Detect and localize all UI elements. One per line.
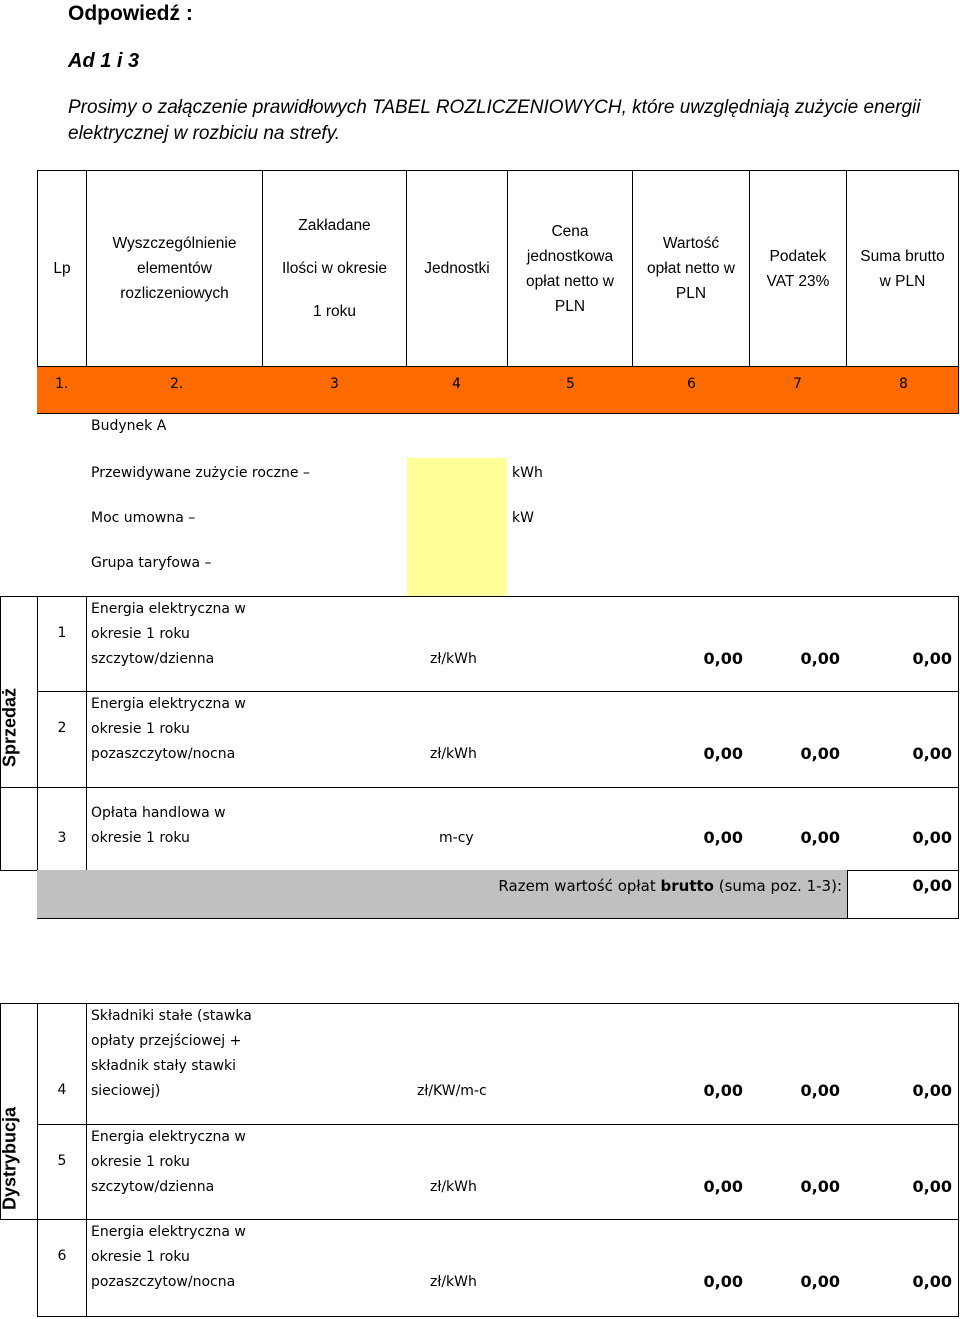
column-number: 4 (452, 376, 461, 392)
row-vat: 0,00 (800, 649, 840, 668)
header-net-value: Wartość opłat netto w PLN (647, 235, 735, 302)
row-gross: 0,00 (912, 828, 952, 847)
row-unit: zł/kWh (430, 1179, 477, 1195)
total-label: Razem wartość opłat brutto (suma poz. 1-3): (498, 877, 842, 895)
row-description: Składniki stałe (stawka opłaty przejściowej + składnik stały stawki sieciowej) (91, 1008, 252, 1099)
row-vat: 0,00 (800, 744, 840, 763)
building-name: Budynek A (91, 418, 167, 434)
row-lp: 2 (57, 720, 67, 736)
row-description: Energia elektryczna w okresie 1 roku pozaszczytow/nocna (91, 1224, 246, 1290)
consumption-label: Przewidywane zużycie roczne – (91, 465, 310, 481)
row-lp: 6 (57, 1248, 67, 1264)
row-unit: m-cy (439, 830, 474, 846)
row-vat: 0,00 (800, 1081, 840, 1100)
row-unit: zł/kWh (430, 746, 477, 762)
row-net-value: 0,00 (703, 1081, 743, 1100)
column-number: 8 (899, 376, 908, 392)
row-lp: 5 (57, 1153, 67, 1169)
row-description: Opłata handlowa w okresie 1 roku (91, 805, 226, 846)
total-value: 0,00 (912, 876, 952, 895)
section-label-sales: Sprzedaż (0, 687, 20, 768)
row-gross: 0,00 (912, 1272, 952, 1291)
column-number: 5 (566, 376, 575, 392)
column-number: 7 (793, 376, 802, 392)
header-vat: Podatek VAT 23% (766, 247, 830, 290)
row-unit: zł/kWh (430, 1274, 477, 1290)
row-gross: 0,00 (912, 1177, 952, 1196)
column-number: 6 (687, 376, 696, 392)
row-description: Energia elektryczna w okresie 1 roku szczytow/dzienna (91, 1129, 246, 1195)
header-lp: Lp (53, 260, 71, 277)
header-unit-price: Cena jednostkowa opłat netto w PLN (526, 222, 614, 315)
row-lp: 1 (57, 625, 67, 641)
header-gross: Suma brutto w PLN (860, 247, 945, 290)
row-lp: 4 (57, 1082, 67, 1098)
column-number: 2. (170, 376, 184, 392)
row-gross: 0,00 (912, 1081, 952, 1100)
header-item: Wyszczególnienie elementów rozliczeniowych (112, 235, 237, 302)
row-net-value: 0,00 (703, 649, 743, 668)
row-vat: 0,00 (800, 1272, 840, 1291)
answer-subtitle: Ad 1 i 3 (68, 50, 140, 72)
power-label: Moc umowna – (91, 510, 196, 526)
row-gross: 0,00 (912, 649, 952, 668)
input-highlight (407, 458, 507, 596)
answer-title: Odpowiedź : (68, 2, 193, 25)
row-net-value: 0,00 (703, 1177, 743, 1196)
row-net-value: 0,00 (703, 828, 743, 847)
row-lp: 3 (57, 830, 67, 846)
row-unit: zł/KW/m-c (417, 1083, 487, 1099)
intro-paragraph: Prosimy o załączenie prawidłowych TABEL ROZLICZENIOWYCH, które uwzględniają zużycie energii elektrycznej w rozbiciu na strefy. (68, 97, 921, 144)
column-number: 3 (330, 376, 339, 392)
row-gross: 0,00 (912, 744, 952, 763)
tariff-label: Grupa taryfowa – (91, 555, 212, 571)
row-net-value: 0,00 (703, 744, 743, 763)
row-description: Energia elektryczna w okresie 1 roku pozaszczytow/nocna (91, 696, 246, 762)
row-unit: zł/kWh (430, 651, 477, 667)
section-label-distribution: Dystrybucja (0, 1106, 20, 1211)
row-vat: 0,00 (800, 1177, 840, 1196)
column-number: 1. (55, 376, 69, 392)
row-net-value: 0,00 (703, 1272, 743, 1291)
power-unit: kW (512, 510, 534, 526)
header-quantity: Zakładane Ilości w okresie 1 roku (281, 217, 388, 320)
row-vat: 0,00 (800, 828, 840, 847)
header-unit: Jednostki (424, 260, 490, 277)
row-description: Energia elektryczna w okresie 1 roku szczytow/dzienna (91, 601, 246, 667)
consumption-unit: kWh (512, 465, 543, 481)
